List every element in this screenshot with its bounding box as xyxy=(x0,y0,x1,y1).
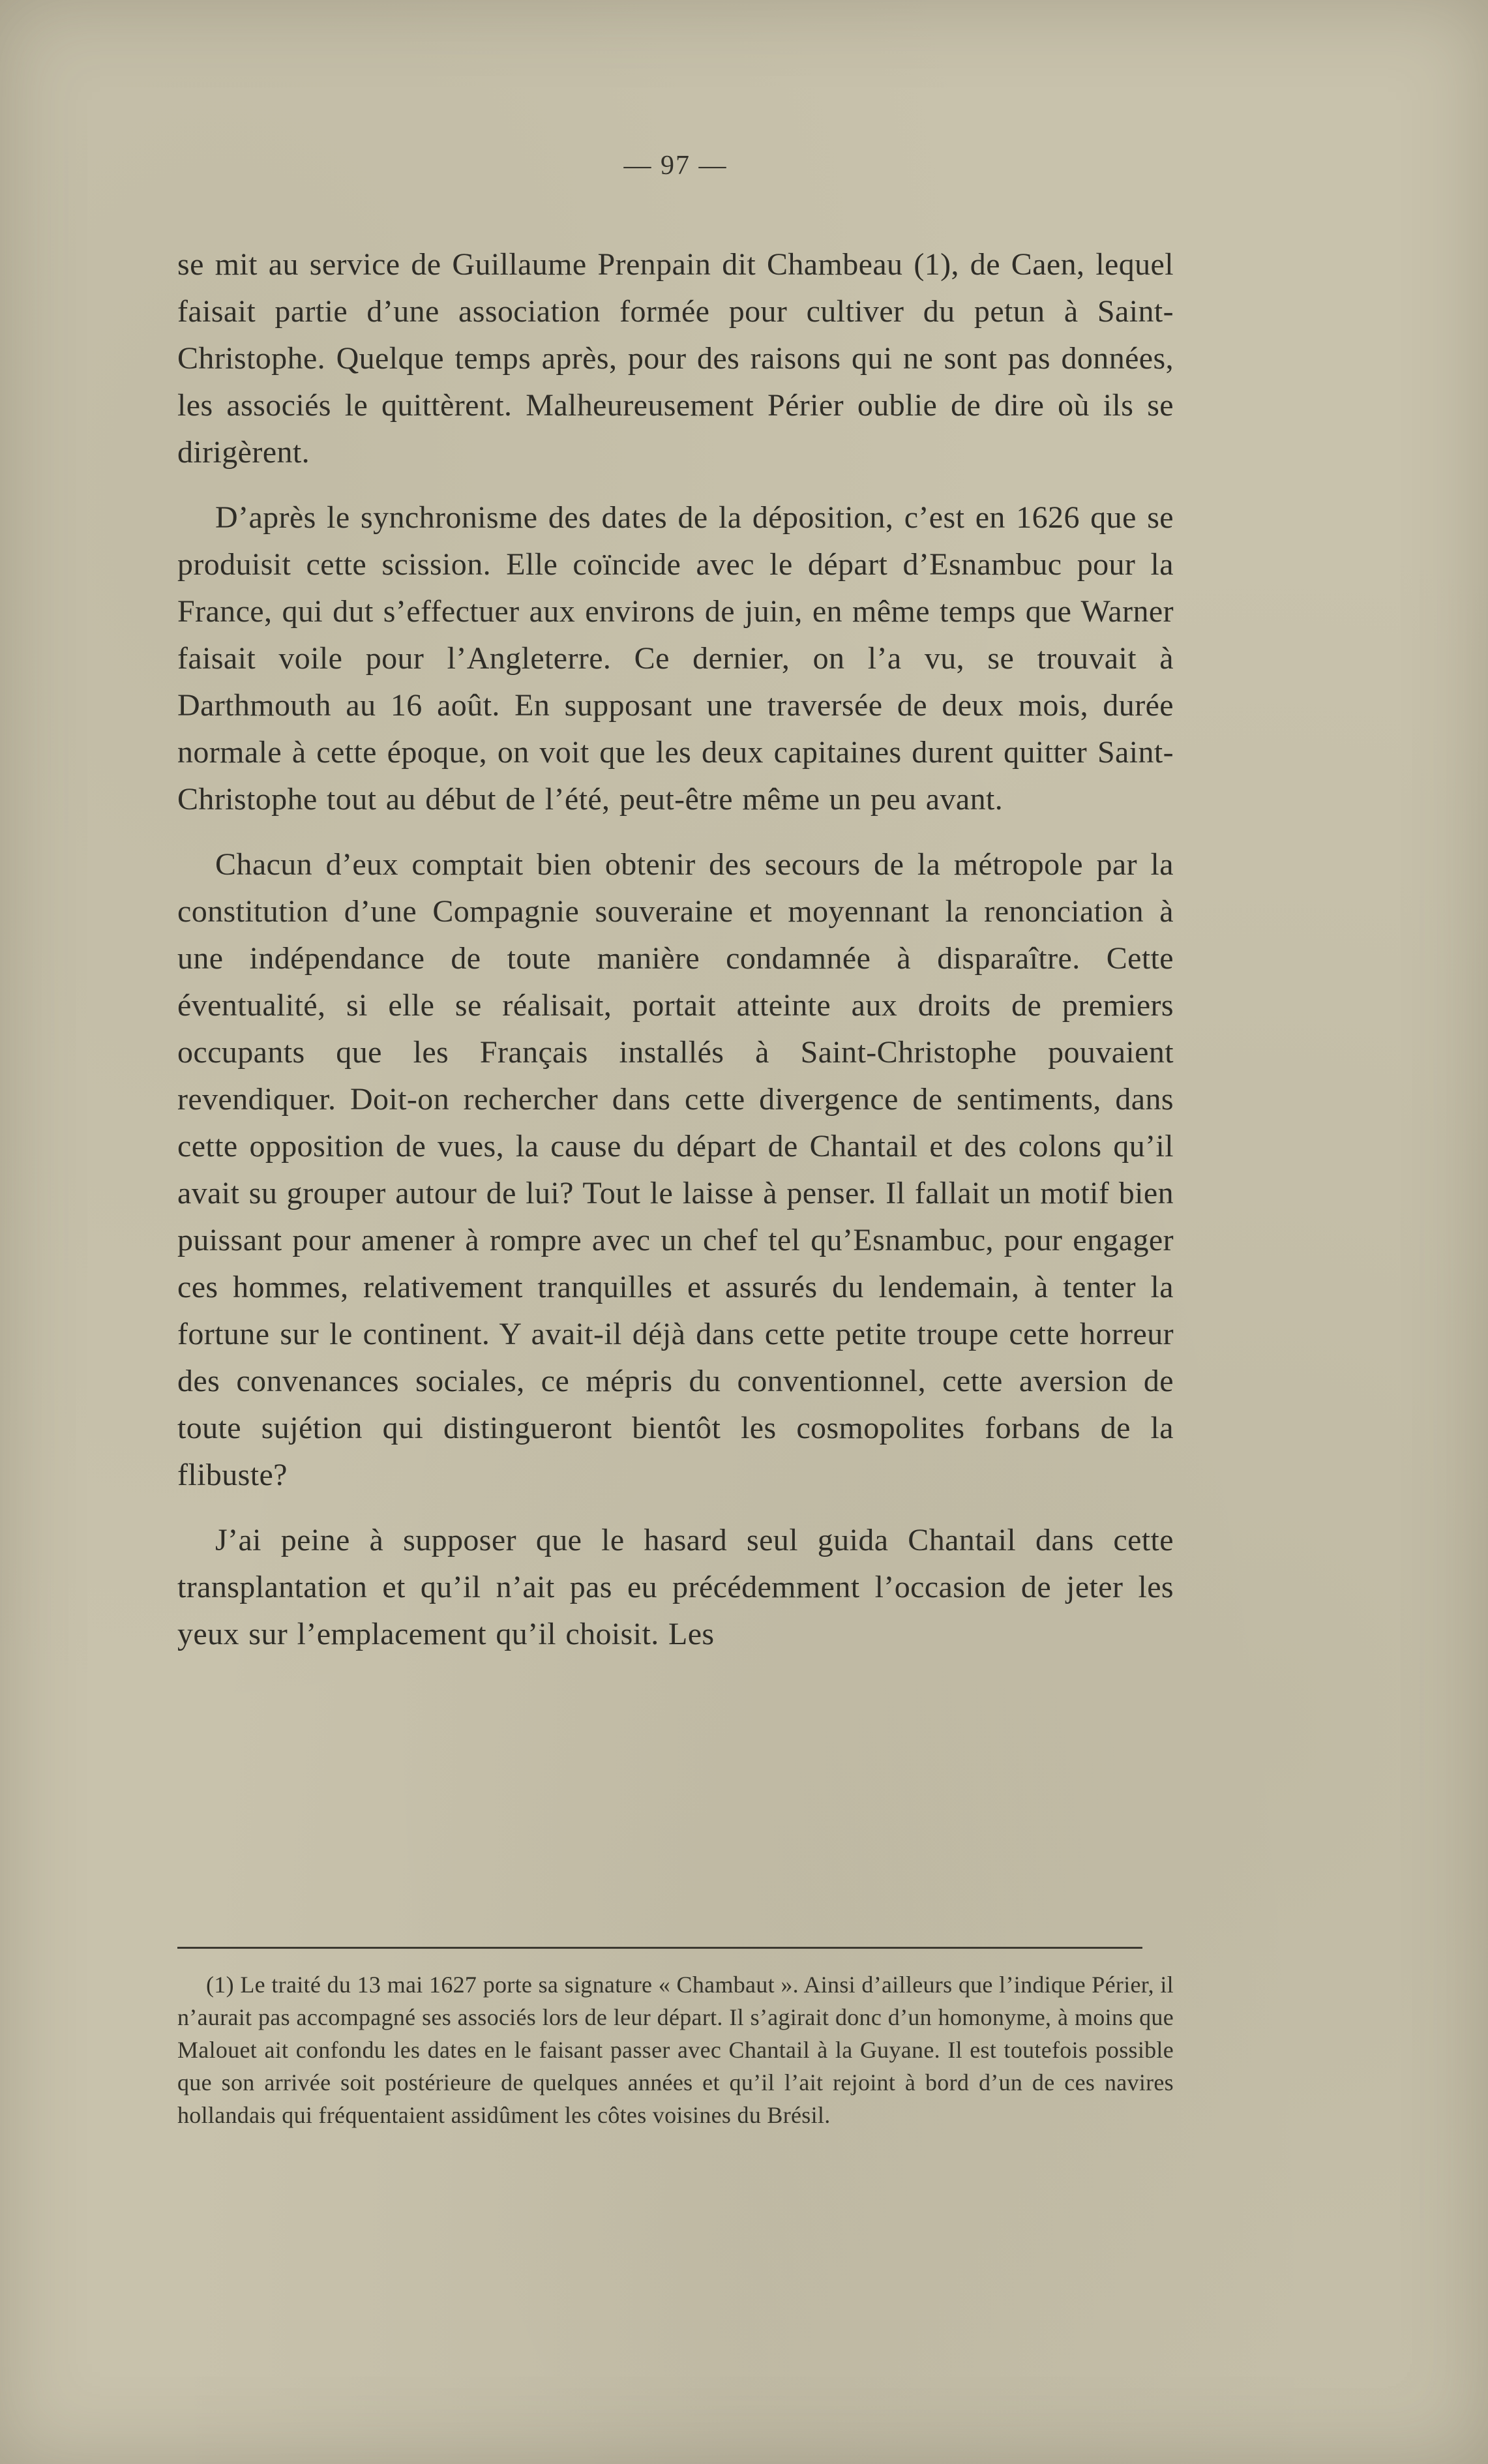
page-number: — 97 — xyxy=(623,151,728,181)
body-paragraph-3: Chacun d’eux comptait bien obtenir des secours de la métropole par la constitution d’une Compagnie souveraine et moyennant la renonciation à une indépendance de toute manière condamnée à disparaître. Cette éventualité, si elle se réalisait, portait atteinte aux droits de premiers occupants que les Français installés à Saint-Christophe pouvaient revendiquer. Doit-on rechercher dans cette divergence de sentiments, dans cette opposition de vues, la cause du départ de Chantail et des colons qu’il avait su grouper autour de lui? Tout le laisse à penser. Il fallait un motif bien puissant pour amener à rompre avec un chef tel qu’Esnambuc, pour engager ces hommes, relativement tranquilles et assurés du lendemain, à tenter la fortune sur le continent. Y avait-il déjà dans cette petite troupe cette horreur des convenances sociales, ce mépris du conventionnel, cette aversion de toute sujétion qui distingueront bientôt les cosmopolites forbans de la flibuste? xyxy=(177,847,1174,1492)
footnote-text: (1) Le traité du 13 mai 1627 porte sa signature « Chambaut ». Ainsi d’ailleurs que l’indique Périer, il n’aurait pas accompagné ses associés lors de leur départ. Il s’agirait donc d’un homonyme, à moins que Malouet ait confondu les dates en le faisant passer avec Chantail à la Guyane. Il est toutefois possible que son arrivée soit postérieure de quelques années et qu’il l’ait rejoint à bord d’un de ces navires hollandais qui fréquentaient assidûment les côtes voisines du Brésil. xyxy=(177,1972,1174,2128)
footnote-section xyxy=(177,1947,1174,2131)
body-paragraph-1: se mit au service de Guillaume Prenpain dit Chambeau (1), de Caen, lequel faisait partie d’une association formée pour cultiver du petun à Saint-Christophe. Quelque temps après, pour des raisons qui ne sont pas données, les associés le quittèrent. Malheureusement Périer oublie de dire où ils se dirigèrent. xyxy=(177,247,1174,470)
main-text-column xyxy=(177,150,1174,1658)
footnote-divider xyxy=(177,1947,1142,1949)
body-paragraph-4: J’ai peine à supposer que le hasard seul guida Chantail dans cette transplantation et qu’il n’ait pas eu précédemment l’occasion de jeter les yeux sur l’emplacement qu’il choisit. Les xyxy=(177,1523,1174,1651)
body-paragraph-2: D’après le synchronisme des dates de la déposition, c’est en 1626 que se produisit cette scission. Elle coïncide avec le départ d’Esnambuc pour la France, qui dut s’effectuer aux environs de juin, en même temps que Warner faisait voile pour l’Angleterre. Ce dernier, on l’a vu, se trouvait à Darthmouth au 16 août. En supposant une traversée de deux mois, durée normale à cette époque, on voit que les deux capitaines durent quitter Saint-Christophe tout au début de l’été, peut-être même un peu avant. xyxy=(177,500,1174,817)
